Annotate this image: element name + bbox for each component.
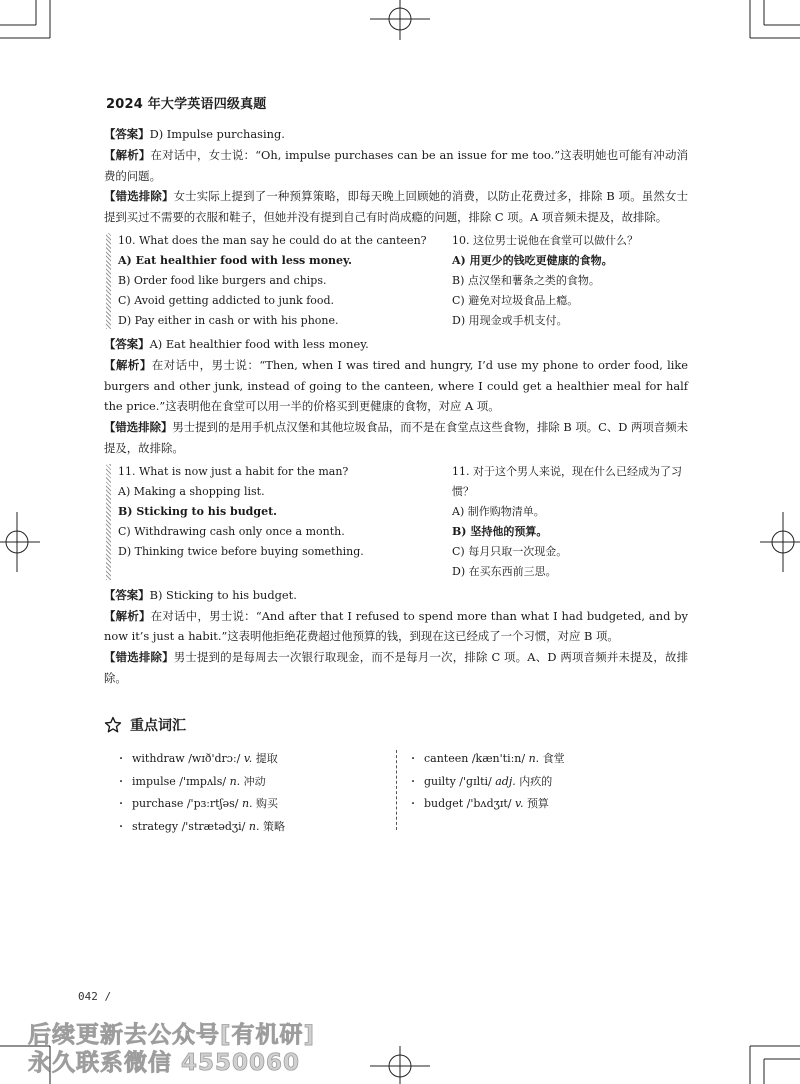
question-10-english (118, 231, 448, 331)
analysis-10 (104, 355, 688, 417)
analysis-11 (104, 606, 688, 648)
vocab-word: canteen /kæn'tiːn/ (424, 752, 526, 765)
vocab-divider (396, 750, 397, 830)
vocab-word: withdraw /wɪð'drɔː/ (132, 752, 241, 765)
watermark-line-2: 永久联系微信 4550060 (28, 1050, 301, 1076)
elimination-11 (104, 647, 688, 689)
vocab-word: guilty /'ɡɪlti/ (424, 774, 492, 788)
analysis-text: 在对话中，女士说：“Oh, impulse purchases can be an issue for me too.”这表明她也可能有冲动消费的问题。 (104, 147, 688, 183)
vocab-meaning: 内疚的 (519, 774, 553, 788)
option-b: B) Order food like burgers and chips. (118, 273, 327, 287)
vocab-meaning: 策略 (262, 819, 285, 833)
answer-text: A) Eat healthier food with less money. (149, 336, 369, 351)
vocab-item (408, 771, 678, 794)
option-d: D) Thinking twice before buying something. (118, 544, 364, 558)
bullet-icon: ・ (116, 754, 126, 765)
analysis-text: 在对话中，男士说：“And after that I refused to spend more than what I had budgeted, and by now it’s just a habit.”这表明他拒绝花费超过他预算的钱，到现在这已经成了一个习惯，对应 B 项。 (104, 608, 688, 644)
option-c: C) 避免对垃圾食品上瘾。 (452, 293, 579, 307)
answer-10 (104, 334, 688, 355)
question-text: 10. What does the man say he could do at the canteen? (118, 233, 427, 247)
answer-11 (104, 585, 688, 606)
option-b: B) 坚持他的预算。 (452, 524, 548, 538)
vocab-title-text: 重点词汇 (130, 718, 186, 734)
question-11-english (118, 462, 448, 582)
watermark-line-1: 后续更新去公众号[有机研] (28, 1022, 316, 1048)
vocab-pos: n. (248, 819, 260, 833)
tag-elimination: 【错选排除】 (104, 420, 173, 435)
vocab-item (116, 771, 386, 794)
vocab-meaning: 提取 (255, 752, 278, 765)
star-icon (104, 716, 122, 734)
answer-9 (104, 124, 688, 145)
elimination-text: 女士实际上提到了一种预算策略，即每天晚上回顾她的消费，以防止花费过多，排除 B 项。虽然女士提到买过不需要的衣服和鞋子，但她并没有提到自己有时尚成瘾的问题，排除 C 项。A 项音频未提及，故排除。 (104, 189, 688, 225)
answer-text: D) Impulse purchasing. (149, 127, 285, 141)
question-text: 11. What is now just a habit for the man? (118, 464, 349, 478)
vocab-word: impulse /'ɪmpʌls/ (132, 774, 227, 788)
vocab-pos: v. (515, 797, 524, 810)
vocab-word: purchase /'pɜːrtʃəs/ (132, 797, 239, 810)
option-a: A) Eat healthier food with less money. (118, 253, 352, 267)
tag-analysis: 【解析】 (104, 357, 152, 372)
tag-answer: 【答案】 (104, 127, 150, 141)
question-11-chinese (452, 462, 688, 582)
elimination-text: 男士提到的是用手机点汉堡和其他垃圾食品，而不是在食堂点这些食物，排除 B 项。C、D 两项音频未提及，故排除。 (104, 420, 688, 455)
vocab-meaning: 冲动 (243, 774, 266, 788)
tag-answer: 【答案】 (104, 587, 150, 602)
vocab-section-title (104, 712, 186, 738)
analysis-text: 在对话中，男士说：“Then, when I was tired and hungry, I’d use my phone to order food, like burgers and other junk, instead of going to the canteen, where I could get a healthier meal for half the price.”这表明他在食堂可以用一半的价格买到更健康的食物，对应 A 项。 (104, 357, 688, 414)
vocab-item (116, 748, 386, 771)
bullet-icon: ・ (408, 754, 418, 765)
tag-analysis: 【解析】 (104, 608, 151, 623)
vocab-meaning: 食堂 (542, 752, 565, 765)
bullet-icon: ・ (116, 776, 126, 788)
vocab-meaning: 预算 (526, 797, 549, 810)
vocab-word: strategy /'strætədʒi/ (132, 819, 246, 833)
question-text: 10. 这位男士说他在食堂可以做什么？ (452, 233, 638, 247)
vocab-item (408, 793, 678, 816)
option-c: C) Withdrawing cash only once a month. (118, 524, 345, 538)
elimination-10 (104, 417, 688, 459)
option-a: A) Making a shopping list. (118, 484, 265, 498)
tag-elimination: 【错选排除】 (104, 650, 174, 665)
page-number: 042 / (78, 990, 112, 1003)
tag-analysis: 【解析】 (104, 147, 151, 162)
elimination-9 (104, 186, 688, 228)
vocab-pos: v. (243, 752, 253, 765)
vocab-meaning: 购买 (256, 797, 279, 810)
option-b: B) 点汉堡和薯条之类的食物。 (452, 273, 600, 287)
question-text: 11. 对于这个男人来说，现在什么已经成为了习惯？ (452, 464, 682, 498)
option-d: D) 用现金或手机支付。 (452, 313, 568, 327)
vocab-word: budget /'bʌdʒɪt/ (424, 797, 512, 810)
tag-elimination: 【错选排除】 (104, 189, 174, 204)
vocab-pos: n. (229, 774, 241, 788)
tag-answer: 【答案】 (104, 336, 150, 351)
option-a: A) 制作购物清单。 (452, 504, 545, 518)
question-11-block (104, 462, 688, 582)
page-header-title: 2024 年大学英语四级真题 (106, 97, 267, 112)
vocab-pos: adj. (495, 774, 516, 788)
option-d: D) Pay either in cash or with his phone. (118, 313, 339, 327)
vocab-list-left (116, 748, 386, 838)
vocab-item (116, 793, 386, 816)
bullet-icon: ・ (408, 799, 418, 810)
bullet-icon: ・ (408, 776, 418, 788)
vocab-pos: n. (528, 752, 540, 765)
option-c: C) Avoid getting addicted to junk food. (118, 293, 335, 307)
question-10-block (104, 231, 688, 331)
bullet-icon: ・ (116, 799, 126, 810)
vocab-pos: n. (241, 797, 253, 810)
question-10-chinese (452, 231, 688, 331)
option-c: C) 每月只取一次现金。 (452, 544, 568, 558)
option-a: A) 用更少的钱吃更健康的食物。 (452, 253, 613, 267)
main-content (104, 124, 688, 689)
vocab-item (408, 748, 678, 771)
analysis-9 (104, 145, 688, 187)
bullet-icon: ・ (116, 821, 126, 833)
option-b: B) Sticking to his budget. (118, 504, 277, 518)
elimination-text: 男士提到的是每周去一次银行取现金，而不是每月一次，排除 C 项。A、D 两项音频并未提及，故排除。 (104, 650, 688, 685)
vocab-item (116, 816, 386, 839)
answer-text: B) Sticking to his budget. (149, 587, 297, 602)
option-d: D) 在买东西前三思。 (452, 564, 557, 578)
vocab-list-right (408, 748, 678, 816)
